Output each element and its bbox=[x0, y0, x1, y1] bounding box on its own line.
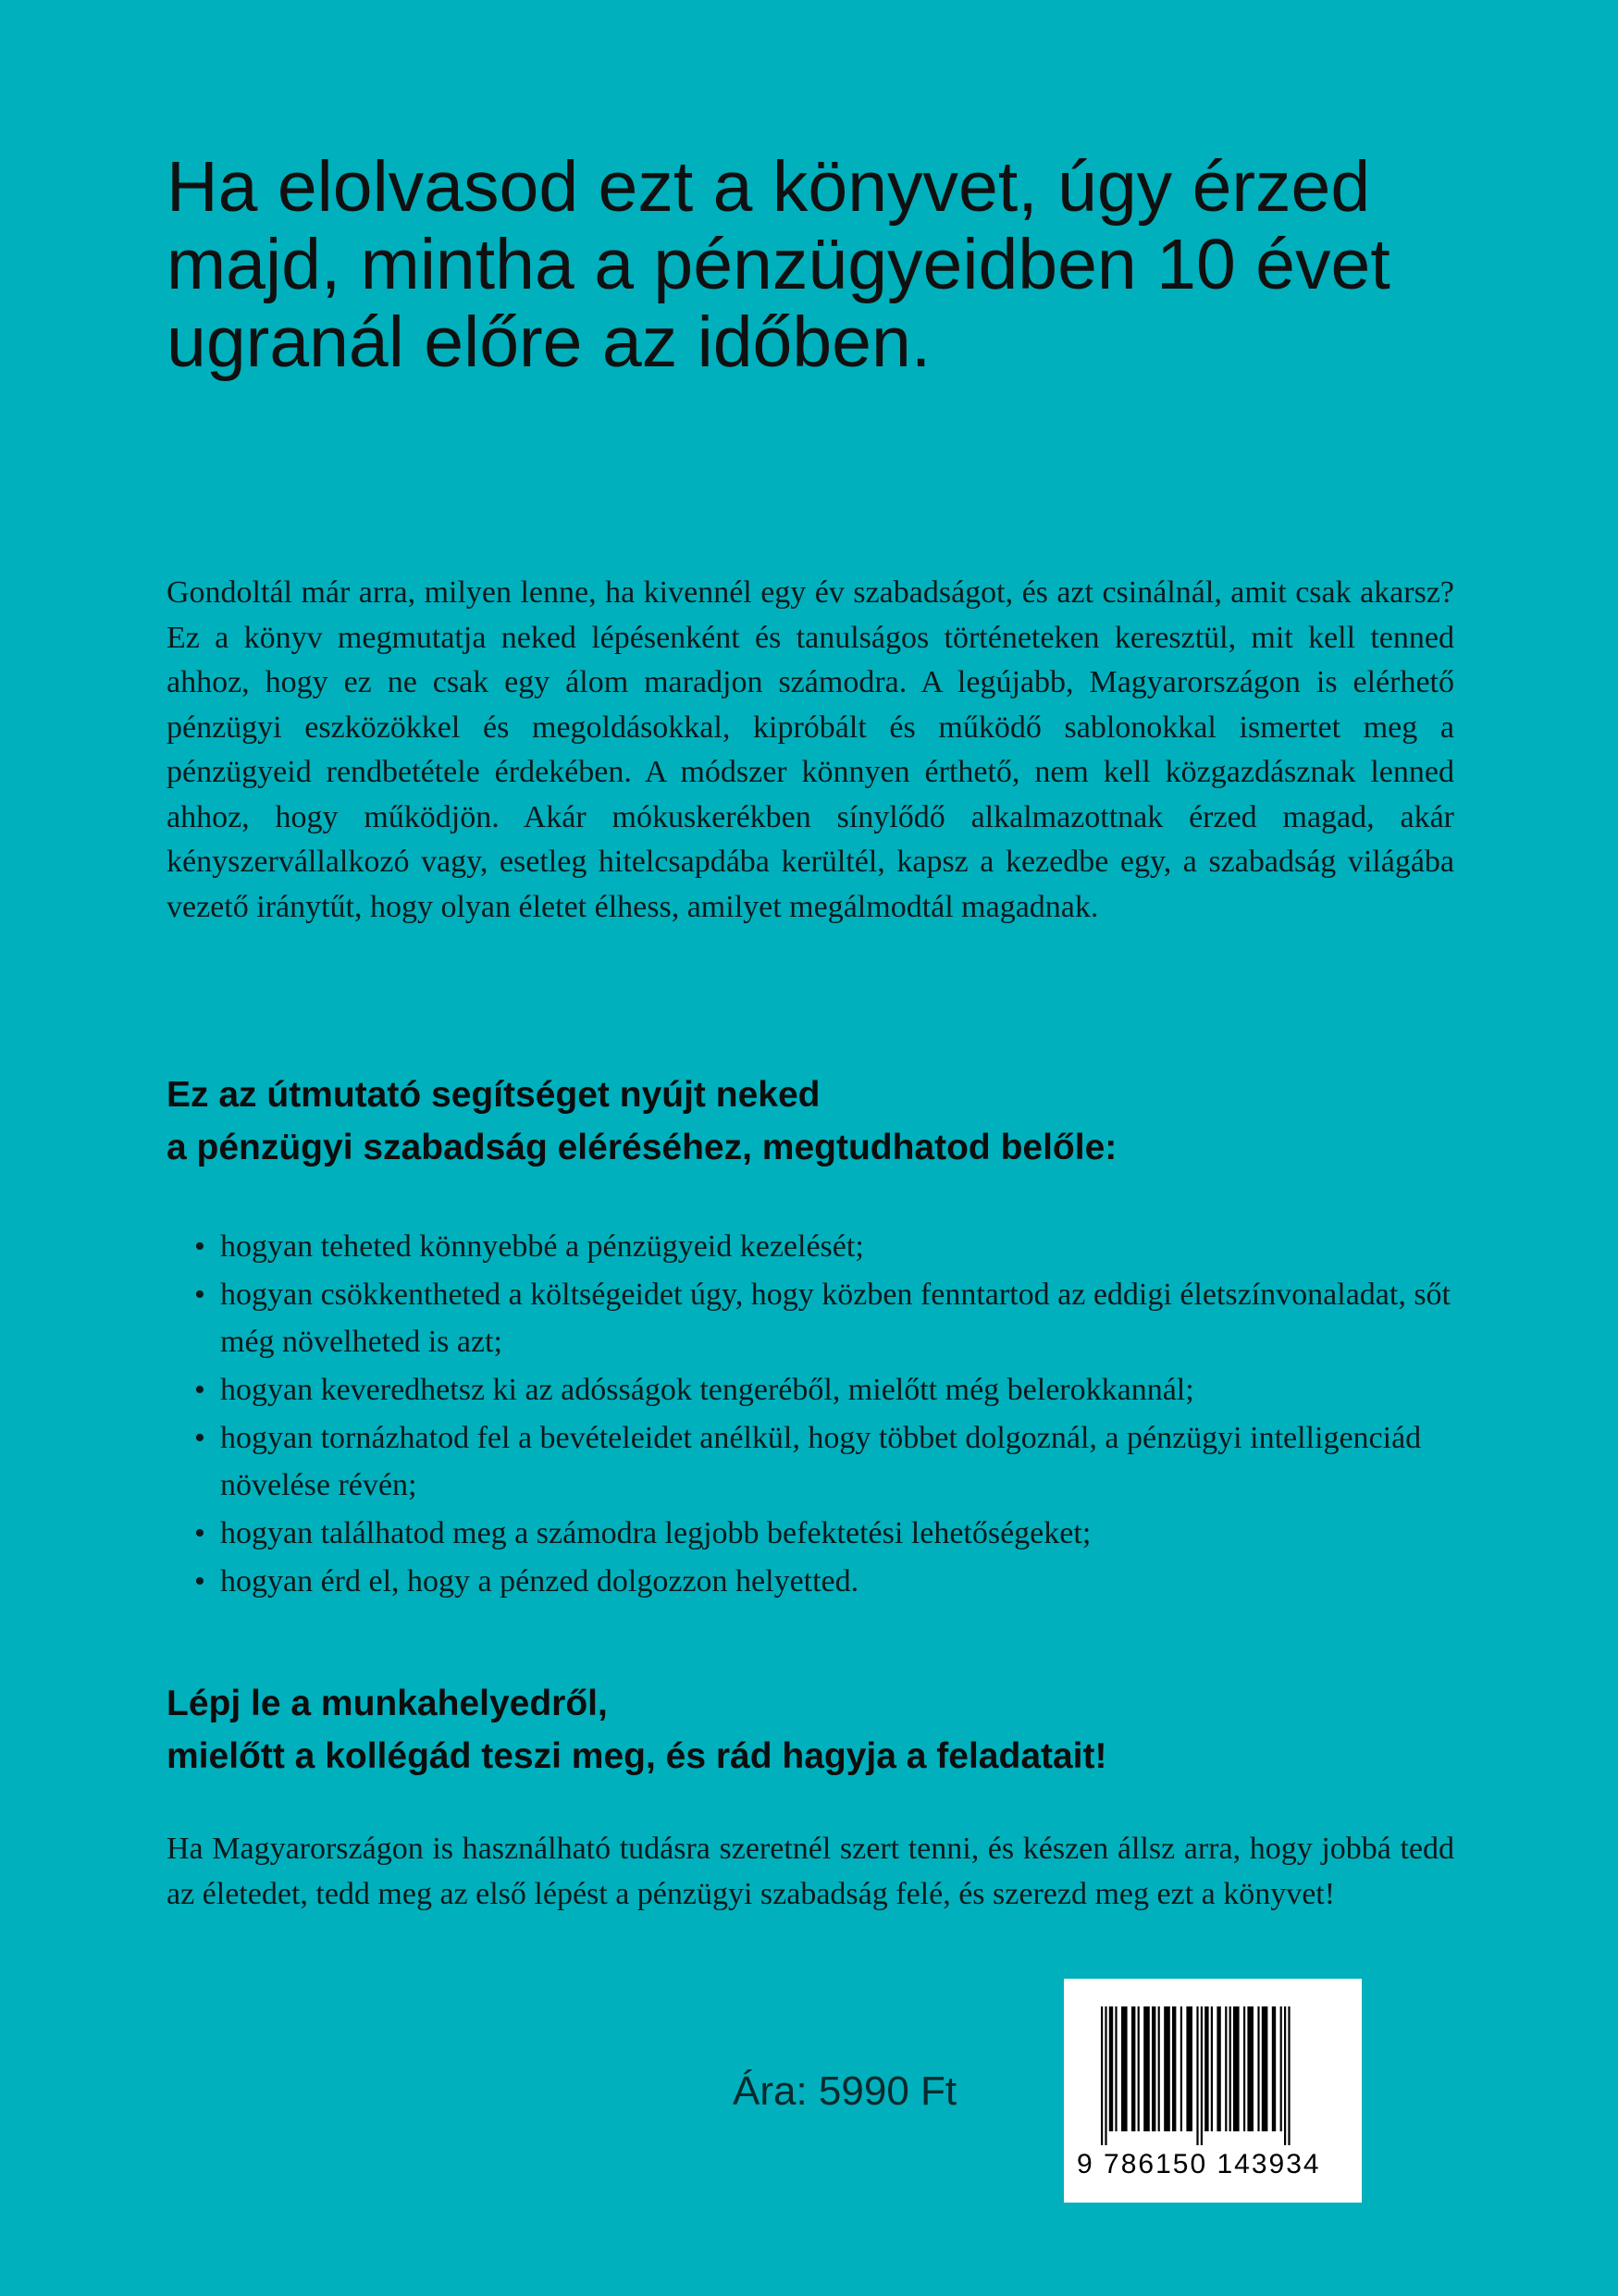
cta-heading-line1: Lépj le a munkahelyedről, bbox=[167, 1684, 608, 1723]
bullet-icon: • bbox=[194, 1516, 205, 1550]
barcode-bar bbox=[1243, 2006, 1245, 2131]
barcode-bar bbox=[1284, 2006, 1286, 2145]
barcode-bar bbox=[1172, 2006, 1176, 2131]
headline: Ha elolvasod ezt a könyvet, úgy érzed majd, mintha a pénzügyeidben 10 évet ugranál előre az időben. bbox=[167, 147, 1390, 382]
barcode-bar bbox=[1272, 2006, 1276, 2131]
bullet-icon: • bbox=[194, 1564, 205, 1599]
isbn-barcode bbox=[1064, 1979, 1362, 2203]
barcode-bar bbox=[1288, 2006, 1290, 2145]
list-item bbox=[194, 1366, 1471, 1413]
list-item-text: hogyan keveredhetsz ki az adósságok tengeréből, mielőtt még belerokkannál; bbox=[220, 1373, 1194, 1407]
guide-heading-line2: a pénzügyi szabadság eléréséhez, megtudhatod belőle: bbox=[167, 1128, 1118, 1167]
list-item-text: hogyan találhatod meg a számodra legjobb befektetési lehetőségeket; bbox=[220, 1516, 1092, 1550]
barcode-bar bbox=[1109, 2006, 1113, 2131]
barcode-bar bbox=[1131, 2006, 1135, 2131]
list-item-text: hogyan csökkentheted a költségeidet úgy, hogy közben fenntartod az eddigi életszínvonaladat, sőt még növelheted is azt; bbox=[220, 1278, 1451, 1359]
barcode-bar bbox=[1201, 2006, 1203, 2145]
guide-heading bbox=[167, 1068, 1480, 1174]
benefit-list bbox=[194, 1223, 1471, 1606]
barcode-bar bbox=[1196, 2006, 1198, 2145]
cta-heading-line2: mielőtt a kollégád teszi meg, és rád hagyja a feladatait! bbox=[167, 1736, 1107, 1776]
cta-heading bbox=[167, 1677, 1480, 1783]
barcode-bar bbox=[1262, 2006, 1268, 2131]
barcode-bar bbox=[1121, 2006, 1128, 2131]
bullet-icon: • bbox=[194, 1421, 205, 1455]
barcode-bar bbox=[1101, 2006, 1103, 2145]
barcode-bar bbox=[1211, 2006, 1213, 2131]
barcode-bar bbox=[1138, 2006, 1140, 2131]
list-item bbox=[194, 1558, 1471, 1605]
list-item-text: hogyan teheted könnyebbé a pénzügyeid kezelését; bbox=[220, 1229, 864, 1264]
barcode-bar bbox=[1280, 2006, 1282, 2131]
list-item-text: hogyan tornázhatod fel a bevételeidet anélkül, hogy többet dolgoznál, a pénzügyi intelligenciád növelése révén; bbox=[220, 1421, 1422, 1502]
closing-paragraph: Ha Magyarországon is használható tudásra szeretnél szert tenni, és készen állsz arra, hogy jobbá tedd az életedet, tedd meg az első lépést a pénzügyi szabadság felé, és szerezd meg ezt a könyvet! bbox=[167, 1832, 1454, 1911]
barcode-bar bbox=[1257, 2006, 1259, 2131]
barcode-bar bbox=[1247, 2006, 1254, 2131]
barcode-bar bbox=[1225, 2006, 1227, 2131]
price-label: Ára: 5990 Ft bbox=[733, 2068, 957, 2114]
barcode-bar bbox=[1115, 2006, 1117, 2131]
barcode-bars-icon bbox=[1101, 2006, 1325, 2145]
barcode-bar bbox=[1204, 2006, 1208, 2131]
bullet-icon: • bbox=[194, 1278, 205, 1312]
barcode-bar bbox=[1143, 2006, 1150, 2131]
barcode-bar bbox=[1180, 2006, 1182, 2131]
list-item bbox=[194, 1271, 1471, 1365]
list-item-text: hogyan érd el, hogy a pénzed dolgozzon helyetted. bbox=[220, 1564, 859, 1599]
barcode-bar bbox=[1158, 2006, 1160, 2131]
barcode-bar bbox=[1229, 2006, 1231, 2131]
barcode-bar bbox=[1233, 2006, 1240, 2131]
barcode-bar bbox=[1152, 2006, 1155, 2131]
barcode-bar bbox=[1186, 2006, 1192, 2131]
intro-paragraph: Gondoltál már arra, milyen lenne, ha kivennél egy év szabadságot, és azt csinálnál, amit csak akarsz? Ez a könyv megmutatja neked lépésenként és tanulságos történeteken keresztül, mit kell tenned ahhoz, hogy ez ne csak egy álom maradjon számodra. A legújabb, Magyarországon is elérhető pénzügyi eszközökkel és megoldásokkal, kipróbált és működő sablonokkal ismertet meg a pénzügyeid rendbetétele érdekében. A módszer könnyen érthető, nem kell közgazdásznak lenned ahhoz, hogy működjön. Akár mókuskerékben sínylődő alkalmazottnak érzed magad, akár kényszervállalkozó vagy, esetleg hitelcsapdába kerültél, kapsz a kezedbe egy, a szabadság világába vezető iránytűt, hogy olyan életet élhess, amilyet megálmodtál magadnak. bbox=[167, 575, 1454, 924]
guide-heading-line1: Ez az útmutató segítséget nyújt neked bbox=[167, 1075, 821, 1115]
list-item bbox=[194, 1223, 1471, 1270]
barcode-bar bbox=[1217, 2006, 1220, 2131]
barcode-bar bbox=[1164, 2006, 1170, 2131]
bullet-icon: • bbox=[194, 1229, 205, 1264]
bullet-icon: • bbox=[194, 1373, 205, 1407]
barcode-bar bbox=[1105, 2006, 1106, 2145]
isbn-digits: 9 786150 143934 bbox=[1077, 2149, 1321, 2179]
list-item bbox=[194, 1414, 1471, 1509]
list-item bbox=[194, 1510, 1471, 1557]
